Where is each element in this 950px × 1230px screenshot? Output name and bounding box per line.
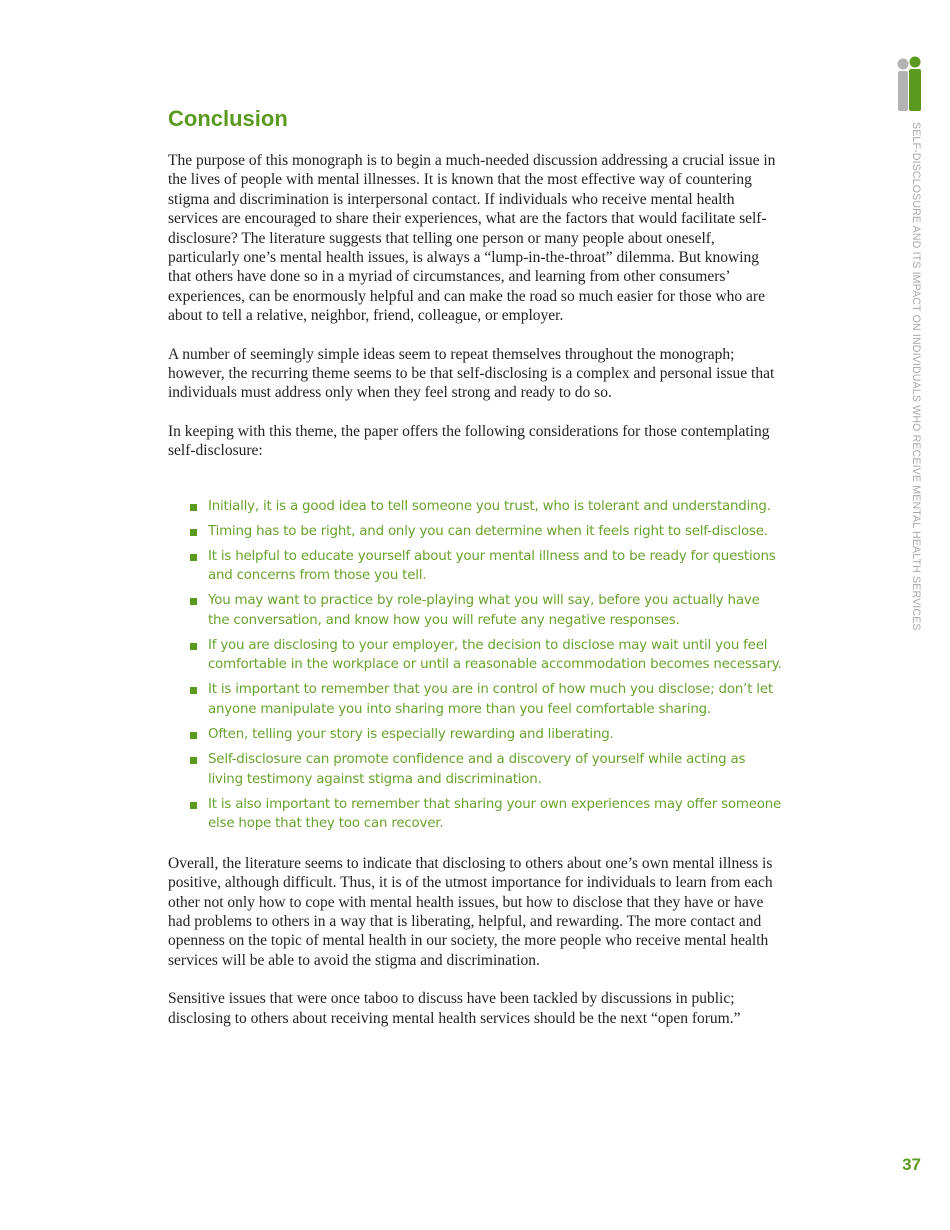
closing-paragraph-2: Sensitive issues that were once taboo to discuss have been tackled by discussions in public; disclosing to others about receiving mental health services should be the next “open forum.”	[168, 990, 741, 1027]
list-item-text: Often, telling your story is especially rewarding and liberating.	[208, 726, 614, 742]
square-bullet-icon	[190, 598, 197, 605]
square-bullet-icon	[190, 643, 197, 650]
square-bullet-icon	[190, 504, 197, 511]
intro-paragraph-2: A number of seemingly simple ideas seem to repeat themselves throughout the monograph; however, the recurring theme seems to be that self-disclosing is a complex and personal issue that individuals must address only when they feel strong and ready to do so.	[168, 345, 775, 402]
list-item	[190, 636, 784, 675]
list-item-text: It is helpful to educate yourself about your mental illness and to be ready for questions and concerns from those you tell.	[208, 548, 776, 584]
list-item	[190, 750, 784, 789]
square-bullet-icon	[190, 732, 197, 739]
list-item-text: Initially, it is a good idea to tell someone you trust, who is tolerant and understanding.	[208, 498, 771, 514]
logo-body-gray	[898, 71, 908, 111]
list-item-text: Self-disclosure can promote confidence and a discovery of yourself while acting as living testimony against stigma and discrimination.	[208, 751, 746, 787]
page-number: 37	[902, 1155, 921, 1174]
list-item	[190, 547, 784, 586]
considerations-list	[168, 497, 784, 834]
logo-body-green	[909, 69, 921, 111]
square-bullet-icon	[190, 554, 197, 561]
list-item-text: Timing has to be right, and only you can determine when it feels right to self-disclose.	[208, 523, 768, 539]
list-item-text: You may want to practice by role-playing what you will say, before you actually have the conversation, and know how you will refute any negative responses.	[208, 593, 760, 628]
list-item	[190, 725, 784, 745]
list-item	[190, 795, 784, 834]
list-item	[190, 522, 784, 542]
square-bullet-icon	[190, 529, 197, 536]
closing-paragraph-1: Overall, the literature seems to indicate that disclosing to others about one’s own mental illness is positive, although difficult. Thus, it is of the utmost importance for individuals to learn from each other not only how to cope with mental health issues, but how to disclose that they have or have had problems to others in a way that is liberating, helpful, and rewarding. The more contact and openness on the topic of mental health in our society, the more people who receive mental health services will be able to avoid the stigma and discrimination.	[168, 854, 773, 969]
people-logo-icon	[892, 56, 924, 114]
logo-head-green	[910, 57, 921, 68]
list-item-text: It is also important to remember that sharing your own experiences may offer someone else hope that they too can recover.	[208, 796, 782, 832]
running-title-container	[908, 122, 928, 631]
list-item	[190, 680, 784, 719]
list-item-text: If you are disclosing to your employer, the decision to disclose may wait until you feel comfortable in the workplace or until a reasonable accommodation becomes necessary.	[208, 637, 782, 673]
main-content	[168, 104, 784, 1047]
logo-head-gray	[898, 59, 909, 70]
intro-paragraph-1: The purpose of this monograph is to begin a much-needed discussion addressing a crucial issue in the lives of people with mental illnesses. It is known that the most effective way of countering stigma and discrimination is interpersonal contact. If individuals who receive mental health services are encouraged to share their experiences, what are the factors that would facilitate self-disclosure? The literature suggests that telling one person or many people about oneself, particularly one’s mental health issues, is always a “lump-in-the-throat” dilemma. But knowing that others have done so in a myriad of circumstances, and learning from other consumers’ experiences, can be enormously helpful and can make the road so much easier for those who are about to tell a relative, neighbor, friend, colleague, or employer.	[168, 152, 776, 325]
intro-paragraph-3: In keeping with this theme, the paper offers the following considerations for those contemplating self-disclosure:	[168, 422, 770, 460]
running-title: SELF-DISCLOSURE AND ITS IMPACT ON INDIVIDUALS WHO RECEIVE MENTAL HEALTH SERVICES	[910, 122, 922, 631]
page-title: Conclusion	[168, 106, 288, 131]
list-item-text: It is important to remember that you are in control of how much you disclose; don’t let anyone manipulate you into sharing more than you feel comfortable sharing.	[208, 682, 773, 717]
square-bullet-icon	[190, 687, 197, 694]
list-item	[190, 497, 784, 517]
square-bullet-icon	[190, 757, 197, 764]
list-item	[190, 591, 784, 630]
square-bullet-icon	[190, 802, 197, 809]
